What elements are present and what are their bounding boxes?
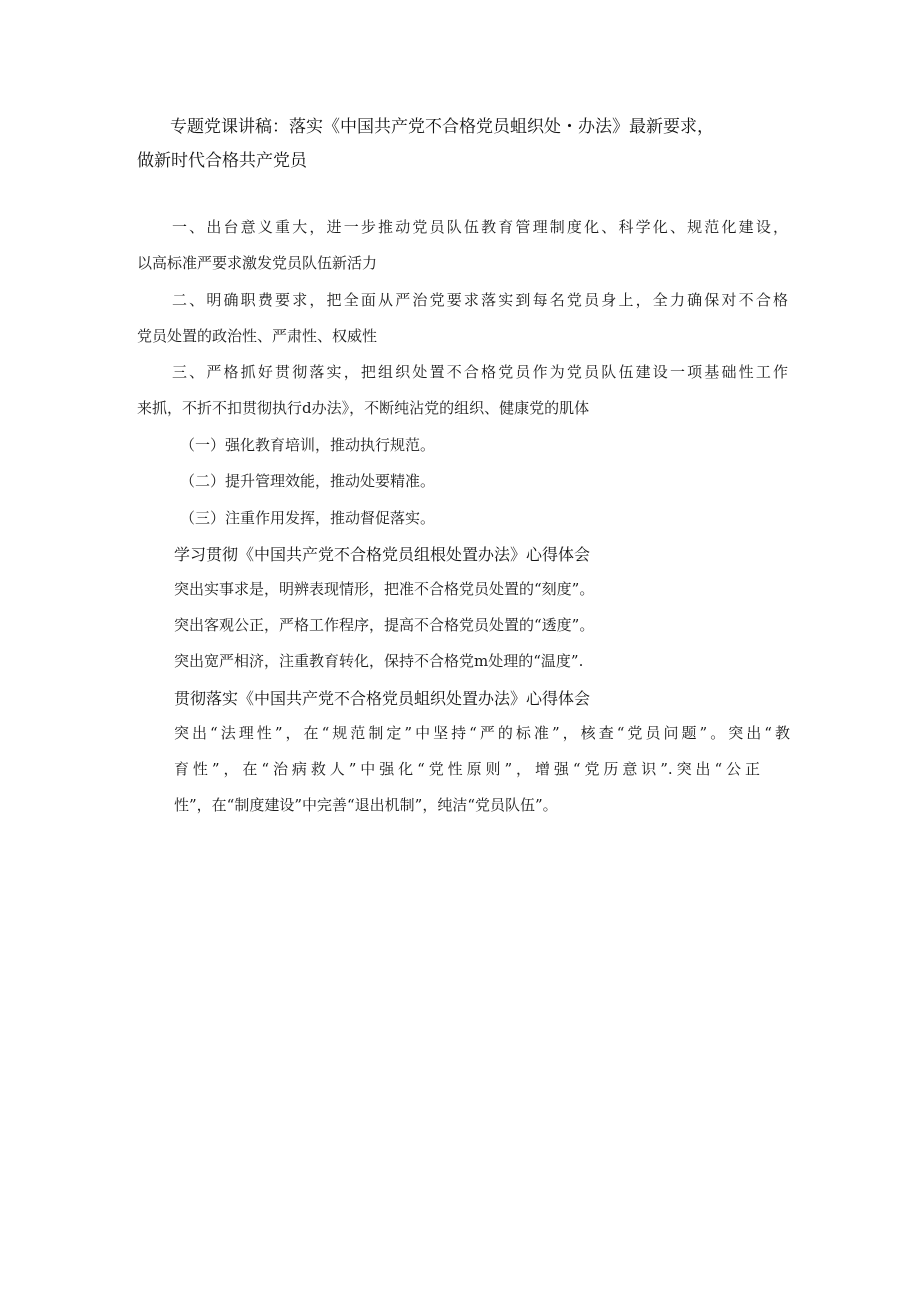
section-heading-2: 贯彻落实《中国共产党不合格党员蛆织处置办法》心得体会 xyxy=(174,689,591,708)
heading-2-line-2: 育性”，在“治病救人”中强化“党性原则”，增强“党历意识”.突出“公正 xyxy=(174,760,760,778)
heading-1-item-1: 突出实事求是，明辨表现情形，把准不合格党员处置的“刻度”。 xyxy=(174,580,595,598)
point-1-line-2: 以高标准严要求激发党员队伍新活力 xyxy=(137,254,378,272)
heading-1-item-3: 突出宽严相济，注重教育转化，保持不合格党m处理的“温度”. xyxy=(174,652,584,670)
document-title-line-2: 做新时代合格共产党员 xyxy=(137,151,307,171)
sub-point-1: （一）强化教育培训，推动执行规范。 xyxy=(180,436,436,454)
point-2-line-2: 党员处置的政治性、严肃性、权威性 xyxy=(137,327,378,345)
point-3-line-2: 来抓，不折不扣贯彻执行d办法》，不断纯沾党的组织、健康党的肌体 xyxy=(137,399,590,417)
sub-point-3: （三）注重作用发挥，推动督促落实。 xyxy=(180,509,436,527)
document-title-line-1: 专题党课讲稿：落实《中国共产党不合格党员蛆织处・办法》最新要求， xyxy=(170,117,714,137)
point-2-line-1: 二、明确职费要求，把全面从严治党要求落实到每名党员身上，全力确保对不合格 xyxy=(172,291,788,309)
heading-2-line-3: 性”，在“制度建设”中完善“退出机制”，纯洁“党员队伍”。 xyxy=(174,796,558,814)
heading-2-line-1: 突出“法理性”，在“规范制定”中坚持“严的标准”，核查“党员问题”。突出“教 xyxy=(174,724,790,742)
point-3-line-1: 三、严格抓好贯彻落实，把组织处置不合格党员作为党员队伍建设一项基础性工作 xyxy=(172,363,788,381)
point-1-line-1: 一、出台意义重大，进一步推动党员队伍教育管理制度化、科学化、规范化建设， xyxy=(172,218,788,236)
sub-point-2: （二）提升管理效能，推动处要精准。 xyxy=(180,472,436,490)
section-heading-1: 学习贯彻《中国共产党不合格党员组根处置办法》心得体会 xyxy=(174,545,591,564)
heading-1-item-2: 突出客观公正，严格工作程序，提高不合格党员处置的“透度”。 xyxy=(174,616,595,634)
